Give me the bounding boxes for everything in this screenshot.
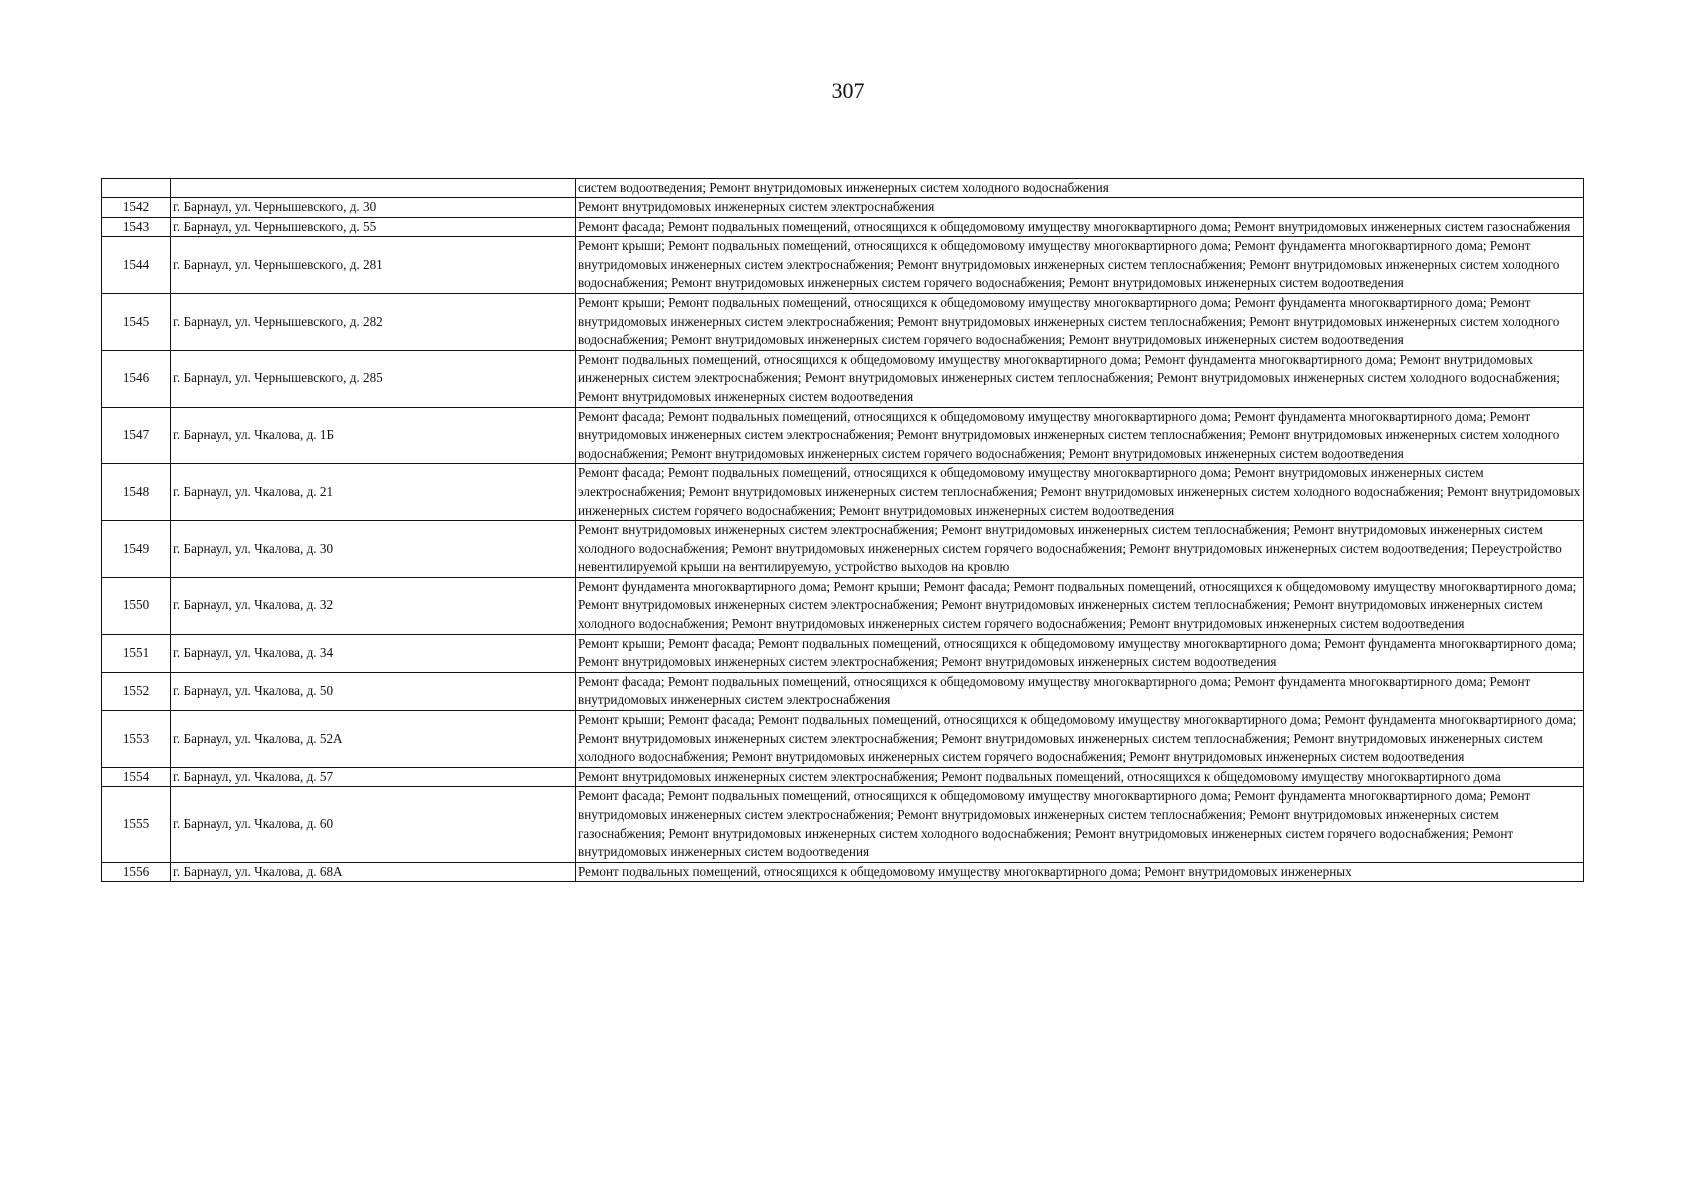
table-row bbox=[102, 217, 1584, 237]
row-number: 1550 bbox=[102, 577, 171, 634]
row-address bbox=[171, 179, 576, 198]
row-address: г. Барнаул, ул. Чкалова, д. 50 bbox=[171, 672, 576, 710]
row-address: г. Барнаул, ул. Чкалова, д. 21 bbox=[171, 464, 576, 521]
row-address: г. Барнаул, ул. Чернышевского, д. 281 bbox=[171, 237, 576, 294]
row-address: г. Барнаул, ул. Чкалова, д. 30 bbox=[171, 521, 576, 578]
row-address: г. Барнаул, ул. Чернышевского, д. 30 bbox=[171, 198, 576, 218]
table-row bbox=[102, 711, 1584, 768]
table-row bbox=[102, 350, 1584, 407]
row-works: Ремонт подвальных помещений, относящихся к общедомовому имуществу многоквартирного дома; Ремонт внутридомовых инженерных bbox=[576, 862, 1584, 882]
table-row bbox=[102, 198, 1584, 218]
row-works: Ремонт фасада; Ремонт подвальных помещений, относящихся к общедомовому имуществу многоквартирного дома; Ремонт фундамента многоквартирного дома; Ремонт внутридомовых инженерных систем электроснабжения bbox=[576, 672, 1584, 710]
table-row bbox=[102, 237, 1584, 294]
row-works: Ремонт фасада; Ремонт подвальных помещений, относящихся к общедомовому имуществу многоквартирного дома; Ремонт фундамента многоквартирного дома; Ремонт внутридомовых инженерных систем электроснабжения; Ремонт внутридомовых инженерных систем теплоснабжения; Ремонт внутридомовых инженерных систем газоснабжения; Ремонт внутридомовых инженерных систем холодного водоснабжения; Ремонт внутридомовых инженерных систем горячего водоснабжения; Ремонт внутридомовых инженерных систем водоотведения bbox=[576, 787, 1584, 862]
row-address: г. Барнаул, ул. Чкалова, д. 1Б bbox=[171, 407, 576, 464]
row-address: г. Барнаул, ул. Чкалова, д. 32 bbox=[171, 577, 576, 634]
row-works: Ремонт внутридомовых инженерных систем электроснабжения; Ремонт внутридомовых инженерных систем теплоснабжения; Ремонт внутридомовых инженерных систем холодного водоснабжения; Ремонт внутридомовых инженерных систем горячего водоснабжения; Ремонт внутридомовых инженерных систем водоотведения; Переустройство невентилируемой крыши на вентилируемую, устройство выходов на кровлю bbox=[576, 521, 1584, 578]
row-number: 1552 bbox=[102, 672, 171, 710]
row-number: 1549 bbox=[102, 521, 171, 578]
row-number bbox=[102, 179, 171, 198]
row-number: 1547 bbox=[102, 407, 171, 464]
row-number: 1556 bbox=[102, 862, 171, 882]
row-works: Ремонт внутридомовых инженерных систем электроснабжения; Ремонт подвальных помещений, относящихся к общедомовому имуществу многоквартирного дома bbox=[576, 767, 1584, 787]
row-number: 1555 bbox=[102, 787, 171, 862]
table-row bbox=[102, 179, 1584, 198]
row-address: г. Барнаул, ул. Чкалова, д. 57 bbox=[171, 767, 576, 787]
row-number: 1543 bbox=[102, 217, 171, 237]
row-address: г. Барнаул, ул. Чкалова, д. 34 bbox=[171, 634, 576, 672]
row-address: г. Барнаул, ул. Чернышевского, д. 55 bbox=[171, 217, 576, 237]
row-works: Ремонт фасада; Ремонт подвальных помещений, относящихся к общедомовому имуществу многоквартирного дома; Ремонт внутридомовых инженерных систем электроснабжения; Ремонт внутридомовых инженерных систем теплоснабжения; Ремонт внутридомовых инженерных систем холодного водоснабжения; Ремонт внутридомовых инженерных систем горячего водоснабжения; Ремонт внутридомовых инженерных систем водоотведения bbox=[576, 464, 1584, 521]
row-number: 1554 bbox=[102, 767, 171, 787]
row-number: 1542 bbox=[102, 198, 171, 218]
row-works: систем водоотведения; Ремонт внутридомовых инженерных систем холодного водоснабжения bbox=[576, 179, 1584, 198]
row-number: 1548 bbox=[102, 464, 171, 521]
row-works: Ремонт крыши; Ремонт подвальных помещений, относящихся к общедомовому имуществу многоквартирного дома; Ремонт фундамента многоквартирного дома; Ремонт внутридомовых инженерных систем электроснабжения; Ремонт внутридомовых инженерных систем теплоснабжения; Ремонт внутридомовых инженерных систем холодного водоснабжения; Ремонт внутридомовых инженерных систем горячего водоснабжения; Ремонт внутридомовых инженерных систем водоотведения bbox=[576, 237, 1584, 294]
table-row bbox=[102, 672, 1584, 710]
table-row bbox=[102, 862, 1584, 882]
row-number: 1551 bbox=[102, 634, 171, 672]
row-works: Ремонт фасада; Ремонт подвальных помещений, относящихся к общедомовому имуществу многоквартирного дома; Ремонт фундамента многоквартирного дома; Ремонт внутридомовых инженерных систем электроснабжения; Ремонт внутридомовых инженерных систем теплоснабжения; Ремонт внутридомовых инженерных систем холодного водоснабжения; Ремонт внутридомовых инженерных систем горячего водоснабжения; Ремонт внутридомовых инженерных систем водоотведения bbox=[576, 407, 1584, 464]
row-number: 1546 bbox=[102, 350, 171, 407]
table-row bbox=[102, 787, 1584, 862]
row-address: г. Барнаул, ул. Чкалова, д. 60 bbox=[171, 787, 576, 862]
row-works: Ремонт крыши; Ремонт фасада; Ремонт подвальных помещений, относящихся к общедомовому имуществу многоквартирного дома; Ремонт фундамента многоквартирного дома; Ремонт внутридомовых инженерных систем электроснабжения; Ремонт внутридомовых инженерных систем теплоснабжения; Ремонт внутридомовых инженерных систем холодного водоснабжения; Ремонт внутридомовых инженерных систем горячего водоснабжения; Ремонт внутридомовых инженерных систем водоотведения bbox=[576, 711, 1584, 768]
page-number: 307 bbox=[831, 78, 865, 103]
row-number: 1544 bbox=[102, 237, 171, 294]
table-body bbox=[102, 179, 1584, 882]
row-works: Ремонт внутридомовых инженерных систем электроснабжения bbox=[576, 198, 1584, 218]
table-row bbox=[102, 577, 1584, 634]
row-works: Ремонт крыши; Ремонт фасада; Ремонт подвальных помещений, относящихся к общедомовому имуществу многоквартирного дома; Ремонт фундамента многоквартирного дома; Ремонт внутридомовых инженерных систем электроснабжения; Ремонт внутридомовых инженерных систем водоотведения bbox=[576, 634, 1584, 672]
table-row bbox=[102, 293, 1584, 350]
row-address: г. Барнаул, ул. Чернышевского, д. 285 bbox=[171, 350, 576, 407]
row-number: 1545 bbox=[102, 293, 171, 350]
houses-repair-table bbox=[101, 178, 1584, 882]
table-row bbox=[102, 767, 1584, 787]
row-works: Ремонт фундамента многоквартирного дома; Ремонт крыши; Ремонт фасада; Ремонт подвальных помещений, относящихся к общедомовому имуществу многоквартирного дома; Ремонт внутридомовых инженерных систем электроснабжения; Ремонт внутридомовых инженерных систем теплоснабжения; Ремонт внутридомовых инженерных систем холодного водоснабжения; Ремонт внутридомовых инженерных систем горячего водоснабжения; Ремонт внутридомовых инженерных систем водоотведения bbox=[576, 577, 1584, 634]
row-address: г. Барнаул, ул. Чкалова, д. 68А bbox=[171, 862, 576, 882]
table-row bbox=[102, 521, 1584, 578]
table-row bbox=[102, 464, 1584, 521]
row-works: Ремонт подвальных помещений, относящихся к общедомовому имуществу многоквартирного дома; Ремонт фундамента многоквартирного дома; Ремонт внутридомовых инженерных систем электроснабжения; Ремонт внутридомовых инженерных систем теплоснабжения; Ремонт внутридомовых инженерных систем холодного водоснабжения; Ремонт внутридомовых инженерных систем водоотведения bbox=[576, 350, 1584, 407]
table-row bbox=[102, 634, 1584, 672]
row-works: Ремонт фасада; Ремонт подвальных помещений, относящихся к общедомовому имуществу многоквартирного дома; Ремонт внутридомовых инженерных систем газоснабжения bbox=[576, 217, 1584, 237]
row-number: 1553 bbox=[102, 711, 171, 768]
row-address: г. Барнаул, ул. Чкалова, д. 52А bbox=[171, 711, 576, 768]
table-row bbox=[102, 407, 1584, 464]
row-address: г. Барнаул, ул. Чернышевского, д. 282 bbox=[171, 293, 576, 350]
row-works: Ремонт крыши; Ремонт подвальных помещений, относящихся к общедомовому имуществу многоквартирного дома; Ремонт фундамента многоквартирного дома; Ремонт внутридомовых инженерных систем электроснабжения; Ремонт внутридомовых инженерных систем теплоснабжения; Ремонт внутридомовых инженерных систем холодного водоснабжения; Ремонт внутридомовых инженерных систем горячего водоснабжения; Ремонт внутридомовых инженерных систем водоотведения bbox=[576, 293, 1584, 350]
